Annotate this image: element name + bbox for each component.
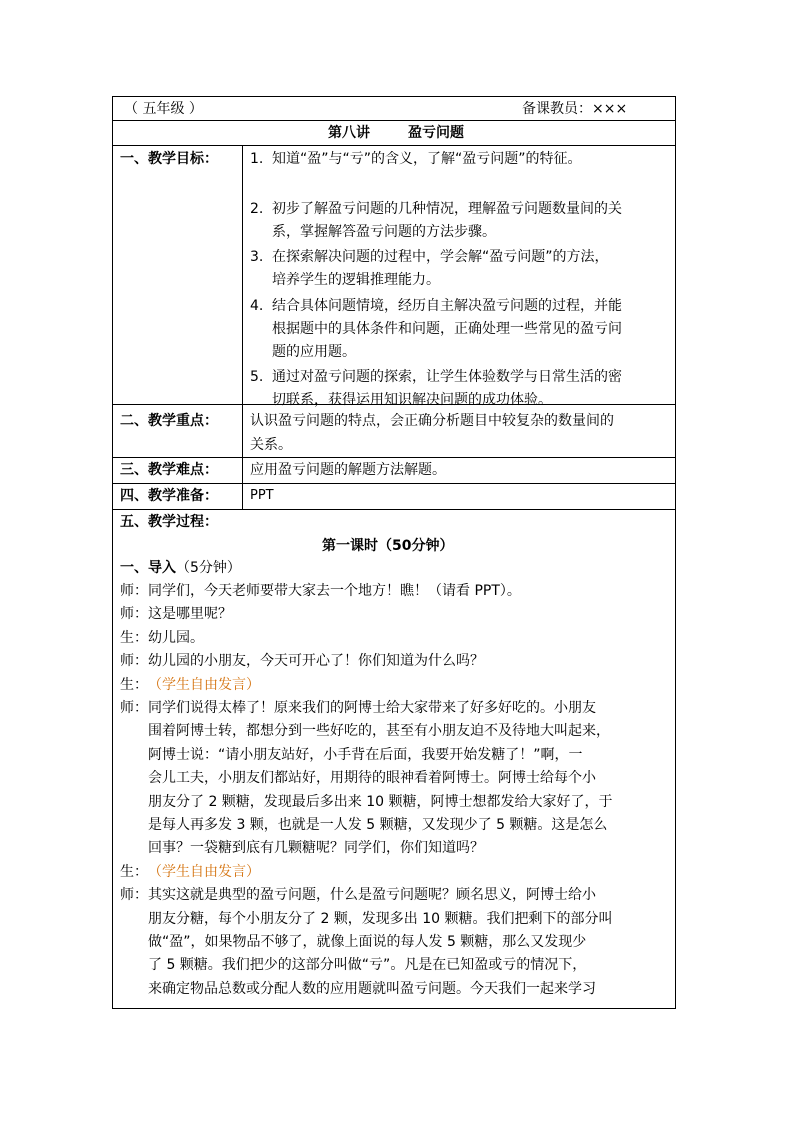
difficulties-label: 三、教学难点： [120,462,218,478]
row-divider [112,483,676,484]
dialog-line: 是每人再多发 3 颗，也就是一人发 5 颗糖，又发现少了 5 颗糖。这是怎么 [148,817,608,833]
lecture-topic: 盈亏问题 [408,125,464,141]
objective-number: 1. [250,151,264,167]
dialog-line: 会儿工夫，小朋友们都站好，用期待的眼神看着阿博士。阿博士给每个小 [148,770,596,786]
speaker-label: 生： [120,864,148,880]
dialog-line: 回事？一袋糖到底有几颗糖呢？同学们，你们知道吗？ [148,840,484,856]
row-divider [112,120,676,121]
dialog-line: 来确定物品总数或分配人数的应用题就叫盈亏问题。今天我们一起来学习 [148,981,596,997]
lecture-number: 第八讲 [328,125,370,141]
row-divider [112,457,676,458]
keypoints-line: 认识盈亏问题的特点，会正确分析题目中较复杂的数量间的 [250,413,614,429]
objective-line: 根据题中的具体条件和问题，正确处理一些常见的盈亏问 [272,321,622,337]
objective-line: 切联系，获得运用知识解决问题的成功体验。 [272,392,552,408]
teacher-label: 备课教员：××× [522,101,628,117]
objective-line: 培养学生的逻辑推理能力。 [272,272,440,288]
dialog-line: 幼儿园。 [148,630,204,646]
objective-line: 知道“盈”与“亏”的含义，了解“盈亏问题”的特征。 [272,151,582,167]
dialog-line: 同学们说得太棒了！原来我们的阿博士给大家带来了好多好吃的。小朋友 [148,700,596,716]
process-label: 五、教学过程： [120,514,218,530]
objective-number: 3. [250,249,264,265]
speaker-label: 师： [120,887,148,903]
dialog-line: 朋友分了 2 颗糖，发现最后多出来 10 颗糖，阿博士想都发给大家好了，于 [148,794,613,810]
objective-line: 初步了解盈亏问题的几种情况，理解盈亏问题数量间的关 [272,201,622,217]
speaker-label: 师： [120,583,148,599]
keypoints-line: 关系。 [250,437,292,453]
objective-number: 5. [250,369,264,385]
objective-line: 在探索解决问题的过程中，学会解“盈亏问题”的方法， [272,249,609,265]
dialog-line: 阿博士说：“请小朋友站好，小手背在后面，我要开始发糖了！”啊，一 [148,747,583,763]
student-response: （学生自由发言） [148,677,260,693]
objective-number: 4. [250,298,264,314]
intro-time: （5分钟） [176,560,241,576]
dialog-line: 围着阿博士转，都想分到一些好吃的，甚至有小朋友迫不及待地大叫起来， [148,723,610,739]
dialog-line: 了 5 颗糖。我们把少的这部分叫做“亏”。凡是在已知盈或亏的情况下， [148,957,587,973]
dialog-line: 幼儿园的小朋友，今天可开心了！你们知道为什么吗？ [148,653,484,669]
objective-line: 结合具体问题情境，经历自主解决盈亏问题的过程，并能 [272,298,622,314]
intro-heading [120,560,241,576]
objective-line: 系，掌握解答盈亏问题的方法步骤。 [272,224,496,240]
grade-label: （ 五年级 ） [124,101,203,117]
objective-number: 2. [250,201,264,217]
preparation-text: PPT [250,488,274,503]
objective-line: 题的应用题。 [272,344,356,360]
speaker-label: 生： [120,677,148,693]
dialog-line: 这是哪里呢？ [148,606,232,622]
objective-line: 通过对盈亏问题的探索，让学生体验数学与日常生活的密 [272,369,622,385]
speaker-label: 师： [120,700,148,716]
dialog-line: 同学们，今天老师要带大家去一个地方！瞧！（请看 PPT）。 [148,583,521,599]
speaker-label: 师： [120,653,148,669]
row-divider [112,509,676,510]
dialog-line: 其实这就是典型的盈亏问题，什么是盈亏问题呢？顾名思义，阿博士给小 [148,887,596,903]
preparation-label: 四、教学准备： [120,488,218,504]
dialog-line: 做“盈”，如果物品不够了，就像上面说的每人发 5 颗糖，那么又发现少 [148,934,587,950]
objectives-label: 一、教学目标： [120,151,218,167]
session-title: 第一课时（50分钟） [322,538,454,554]
keypoints-label: 二、教学重点： [120,413,218,429]
speaker-label: 师： [120,606,148,622]
speaker-label: 生： [120,630,148,646]
row-divider [112,145,676,146]
intro-heading-text: 一、导入 [120,560,176,576]
dialog-line: 朋友分糖，每个小朋友分了 2 颗，发现多出 10 颗糖。我们把剩下的部分叫 [148,911,613,927]
difficulties-text: 应用盈亏问题的解题方法解题。 [250,462,446,478]
column-divider [242,145,243,509]
student-response: （学生自由发言） [148,864,260,880]
